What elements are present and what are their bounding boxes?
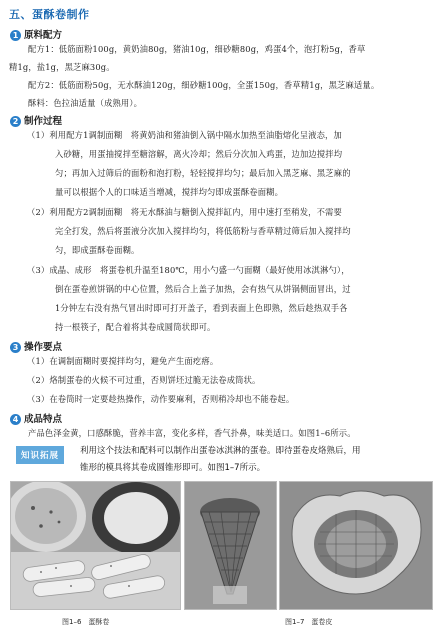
heading-key-points [10,339,62,353]
heading-process-label: 制作过程 [24,116,63,127]
heading-features-label: 成品特点 [24,414,63,425]
knowledge-line2: 锥形的模具将其卷成圆锥形即可。如图1–7所示。 [80,463,266,473]
figure-waffle-cone-photo [184,481,277,610]
heading-features [10,411,62,425]
waffle-cone-illustration [185,482,276,609]
process-line: （2）利用配方2调制面糊 将无水酥油与糖倒入搅拌缸内，用中速打至稍发，不需要 [27,207,342,217]
process-line: 量可以根据个人的口味适当增减，搅拌均匀即成蛋酥卷面糊。 [55,187,284,197]
knowledge-label: 知识拓展 [16,446,64,464]
figure-1-7-caption: 图1–7 蛋卷皮 [285,618,333,626]
egg-rolls-photo-illustration [11,482,180,609]
process-line: 1分钟左右没有热气冒出时即可打开盖子，看到表面上色即熟，然后趁热双手各 [55,303,348,313]
bullet-4: 4 [10,414,21,425]
filling: 酥料：色拉油适量（成熟用）。 [28,98,143,108]
recipe1-line2: 精1g，盐1g，黑芝麻30g。 [9,62,115,72]
heading-process [10,113,62,127]
process-line: 匀，即成蛋酥卷面糊。 [55,245,140,255]
figure-1-6-caption: 图1–6 蛋酥卷 [62,618,110,626]
section-title: 五、蛋酥卷制作 [9,8,90,21]
process-line: 匀；再加入过筛后的面粉和泡打粉，轻轻搅拌均匀；最后加入黑芝麻、黑芝麻的 [55,168,351,178]
cone-bowl-illustration [280,482,432,609]
process-line: 完全打发，然后将蛋液分次加入搅拌均匀，将低筋粉与香草精过筛后加入搅拌均 [55,226,351,236]
recipe2: 配方2：低筋面粉50g，无水酥油120g，细砂糖100g，全蛋150g，香草精1g，黑芝麻适量。 [28,80,380,90]
heading-materials-label: 原料配方 [24,30,63,41]
process-line: （3）成晶、成形 将蛋卷机升温至180℃，用小勺盛一勺面糊（最好使用冰淇淋勺）， [27,265,350,275]
figure-egg-rolls-photo [10,481,181,610]
process-line: （1）利用配方1调制面糊 将黄奶油和猪油倒入锅中隔水加热至油脂熔化呈液态，加 [27,130,342,140]
key-point: （3）在卷筒时一定要趁热操作，动作要麻利，否则稍冷却也不能卷起。 [27,394,295,404]
process-line: 倒在蛋卷煎饼锅的中心位置，然后合上盖子加热，会有热气从饼锅侧面冒出，过 [55,284,351,294]
knowledge-line1: 利用这个技法和配料可以制作出蛋卷冰淇淋的蛋卷。即待蛋卷皮烙熟后，用 [80,446,361,456]
bullet-2: 2 [10,116,21,127]
bullet-3: 3 [10,342,21,353]
recipe1-line1: 配方1：低筋面粉100g，黄奶油80g，猪油10g，细砂糖80g，鸡蛋4个，泡打粉5g，香草 [28,44,366,54]
figure-cone-bowl-photo [279,481,433,610]
heading-materials [10,27,62,41]
process-line: 入砂糖，用蛋抽搅拌至糖溶解，离火冷却；然后分次加入鸡蛋，边加边搅拌均 [55,149,343,159]
bullet-1: 1 [10,30,21,41]
key-point: （2）烙制蛋卷的火候不可过重，否则饼坯过脆无法卷成筒状。 [27,375,261,385]
features-text: 产品色泽金黄，口感酥脆，营养丰富，变化多样，香气扑鼻，味美适口。如图1–6所示。 [28,428,356,438]
key-point: （1）在调制面糊时要搅拌均匀，避免产生面疙瘩。 [27,356,219,366]
heading-key-points-label: 操作要点 [24,342,63,353]
process-line: 持一根筷子，配合着将其卷成圆筒状即可。 [55,322,216,332]
